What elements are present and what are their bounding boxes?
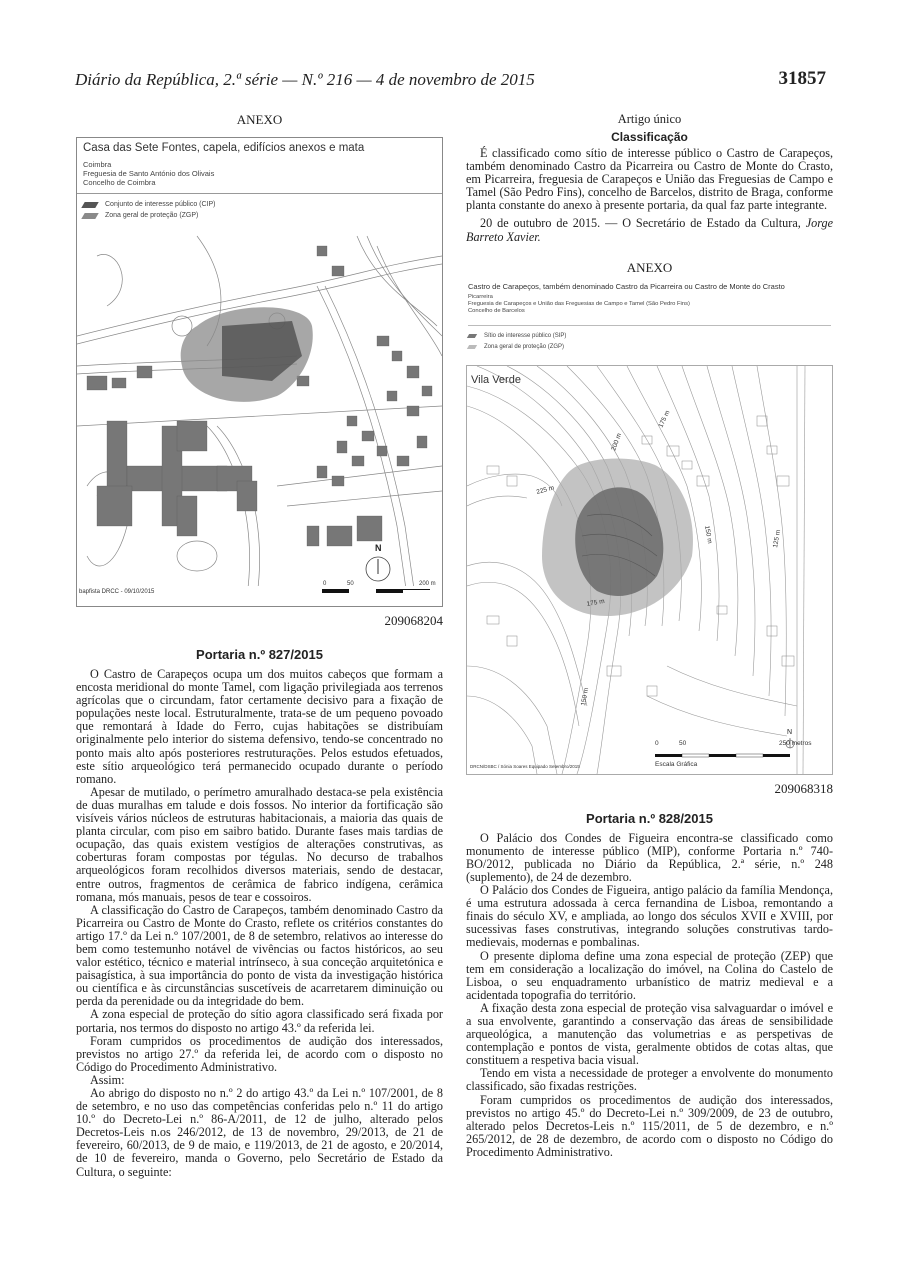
legend-item-zgp: Zona geral de proteção (ZGP) <box>83 210 436 221</box>
paragraph: Ao abrigo do disposto no n.º 2 do artigo 43.º da Lei n.º 107/2001, de 8 de setembro, e no uso das competências conferidas pelo n.º 11 do artigo 10.º do Decreto-Lei n.º 86-A/2011, de 12 de julho, alterado pelos Decretos-Leis n.os 246/2012, de 13 de novembro, 29/2013, de 21 de fevereiro, 60/2013, de 9 de maio, e 119/2013, de 21 de agosto, e 20/2014, de 10 de fevereiro, manda o Governo, pelo Secretário de Estado da Cultura, o seguinte: <box>76 1086 443 1179</box>
map-location-1: Coimbra <box>83 160 112 169</box>
svg-text:150 m: 150 m <box>580 686 591 707</box>
paragraph: A zona especial de proteção do sítio agora classificado será fixada por portaria, nos termos do disposto no artigo 43.º da referida lei. <box>76 1007 443 1035</box>
paragraph: Assim: <box>90 1072 125 1087</box>
paragraph: O Castro de Carapeços ocupa um dos muitos cabeços que formam a encosta meridional do monte Tamel, com ligação privilegiada aos terrenos agrícolas que o circundam, fator certamente decisivo para a fixação de populações neste local. Estruturalmente, trata-se de um pequeno povoado que remontará à Idade do Ferro, cujas habitações se distribuíam originalmente pelo interior do sistema defensivo, tendo-se concentrado no ponto mais alto após posteriores restruturações. Pelos estudos efetuados, este sítio arqueológico terá permanecido ocupado durante o período romano. <box>76 667 443 786</box>
map-credit: DRCN/DSBC / Sónia Soares Equipado Setembro/2015 <box>470 763 580 769</box>
portaria-827-title: Portaria n.º 827/2015 <box>196 647 323 662</box>
anexo-heading-right: ANEXO <box>626 259 673 275</box>
paragraph: Apesar de mutilado, o perímetro amuralhado destaca-se pela existência de duas muralhas em talude e dois fossos. No interior da fortificação são visíveis vários núcleos de estruturas habitacionais, a maioria das quais de planta circular, com piso em saibro batido. Durante fases mais tardias de ocupação, das quais existem vestígios de alterações construtivas, as coberturas foram compostas por tégulas. No decurso de trabalhos arqueológicos foram recolhidos diversos materiais, sendo de destacar, entre outros, fragmentos de cerâmica de fabrico indígena, cerâmica romana, mós manuais, pesos de tear e cossoiros. <box>76 784 443 904</box>
classificacao-heading: Classificação <box>611 130 688 144</box>
page-number: 31857 <box>778 68 826 89</box>
map-canvas: N bapfista DRCC - 09/10/2015 0 50 200 m <box>77 226 442 596</box>
anexo-heading: ANEXO <box>236 112 283 127</box>
svg-text:225 m: 225 m <box>535 484 555 496</box>
signature-paragraph: 20 de outubro de 2015. — O Secretário de Estado da Cultura, Jorge Barreto Xavier. <box>466 216 833 244</box>
scale-caption: Escala Gráfica <box>655 760 698 768</box>
zgp-swatch-icon <box>467 345 477 349</box>
document-reference-number: 209068204 <box>384 613 443 628</box>
map-location-3: Concelho de Coimbra <box>83 178 156 187</box>
signatory-name: Jorge Barreto Xavier. <box>466 216 833 244</box>
right-column <box>466 112 833 1159</box>
street-map-icon <box>77 226 442 596</box>
paragraph: A fixação desta zona especial de proteção visa salvaguardar o imóvel e a sua envolvente, garantindo a conservação das áreas de sensibilidade arqueológica, a manutenção das volumetrias e as perspetivas de contemplação e pontos de vista, geralmente obtidos de cotas altas, que constituem a respetiva bacia visual. <box>466 1000 833 1068</box>
paragraph: O Palácio dos Condes de Figueira, antigo palácio da família Mendonça, é uma estrutura adossada à cerca fernandina de Lisboa, remontando a finais do século XV, e ampliada, ao longo dos séculos XVII e XVIII, por sucessivas fases construtivas, integrando soluções construtivas tardo-medievais, modernas e pombalinas. <box>466 883 833 950</box>
paragraph: A classificação do Castro de Carapeços, também denominado Castro da Picarreira ou Castro de Monte do Crasto, reflete os critérios constantes do artigo 17.º da Lei n.º 107/2001, de 8 de setembro, relativos ao interesse do bem como testemunho notável de vivências ou factos históricos, ao seu valor estético, técnico e material intrínseco, à sua conceção arquitetónica e paisagística, à sua importância do ponto de vista da investigação histórica ou científica e às circunstâncias suscetíveis de acarretarem diminuição ou perda da perenidade ou da integridade do bem. <box>76 902 443 1009</box>
paragraph: Foram cumpridos os procedimentos de audição dos interessados, previstos no artigo 27.º da referida lei, de acordo com o disposto no Código do Procedimento Administrativo. <box>76 1033 443 1074</box>
document-reference-number: 209068318 <box>774 780 833 796</box>
svg-text:N: N <box>375 543 382 553</box>
map-legend <box>77 194 442 226</box>
journal-title: Diário da República, 2.ª série — N.º 216 — 4 de novembro de 2015 <box>75 70 535 89</box>
cip-swatch-icon <box>81 202 98 208</box>
legend-item-zgp: Zona geral de proteção (ZGP) <box>468 342 831 353</box>
carapecos-map-canvas: Vila Verde 175 m 200 m 225 m 150 m 125 m 175 m 150 m N 0 50 250 metros Escala Gráfica DRCN/DSBC / Sónia Soares Equipado Setembro/2015 <box>466 365 833 775</box>
legend-item-sip: Sítio de interesse público (SIP) <box>468 331 831 342</box>
legend-item-cip: Conjunto de interesse público (CIP) <box>83 199 436 210</box>
paragraph: Tendo em vista a necessidade de proteger a envolvente do monumento classificado, são fixadas restrições. <box>466 1066 833 1094</box>
svg-text:N: N <box>787 728 793 736</box>
svg-text:125 m: 125 m <box>772 528 783 549</box>
map-header <box>77 138 442 194</box>
map-title: Casa das Sete Fontes, capela, edifícios anexos e mata <box>83 142 365 154</box>
place-label: Vila Verde <box>471 373 521 386</box>
artigo-heading: Artigo único <box>617 112 682 126</box>
paragraph: Foram cumpridos os procedimentos de audição dos interessados, previstos no artigo 45.º do Decreto-Lei n.º 309/2009, de 23 de outubro, alterado pelos Decretos-Leis n.º 115/2011, de 5 de dezembro, e n.º 265/2012, de 28 de dezembro, de acordo com o disposto no Código do Procedimento Administrativo. <box>466 1092 833 1159</box>
svg-text:200 m: 200 m <box>610 431 624 452</box>
map-title: Castro de Carapeços, também denominado Castro da Picarreira ou Castro de Monte do Crasto <box>468 281 785 291</box>
portaria-828-title: Portaria n.º 828/2015 <box>586 810 713 826</box>
paragraph: O Palácio dos Condes de Figueira encontra-se classificado como monumento de interesse público (MIP), conforme Portaria n.º 740-BO/2012, publicada no Diário da República, 2.ª série, n.º 248 (suplemento), de 24 de dezembro. <box>466 830 833 884</box>
svg-text:175 m: 175 m <box>657 409 672 429</box>
classificacao-paragraph: É classificado como sítio de interesse público o Castro de Carapeços, também denominado Castro da Picarreira ou Castro de Monte do Crasto, em Picarreira, freguesia de Carapeços e União das Freguesias de Campo e Tamel (São Pedro Fins), concelho de Barcelos, distrito de Braga, conforme planta constante do anexo à presente portaria, da qual faz parte integrante. <box>466 146 833 213</box>
topographic-map-icon <box>467 366 832 774</box>
svg-text:150 m: 150 m <box>703 524 714 544</box>
coimbra-map-figure <box>76 137 443 607</box>
zgp-swatch-icon <box>81 213 98 219</box>
carapecos-map-header: Castro de Carapeços, também denominado Castro da Picarreira ou Castro de Monte do Crasto Picarreira Freguesia de Carapeços e União das Freguesias de Campo e Tamel (São Pedro Fins) Concelho de Barcelos Sítio de interesse público (SIP) Zona geral de proteção (ZGP) <box>466 282 833 353</box>
sip-swatch-icon <box>467 334 477 338</box>
map-location-2: Freguesia de Santo António dos Olivais <box>83 169 215 178</box>
svg-text:175 m: 175 m <box>586 597 606 608</box>
scale-bar-icon <box>322 589 430 593</box>
paragraph: O presente diploma define uma zona especial de proteção (ZEP) que tem em consideração a localização do imóvel, na Colina do Castelo de Lisboa, o seu enquadramento urbanístico de matriz medieval e a acidentada topografia do território. <box>466 948 833 1002</box>
left-column <box>76 112 443 1179</box>
map-credit: bapfista DRCC - 09/10/2015 <box>79 589 155 595</box>
